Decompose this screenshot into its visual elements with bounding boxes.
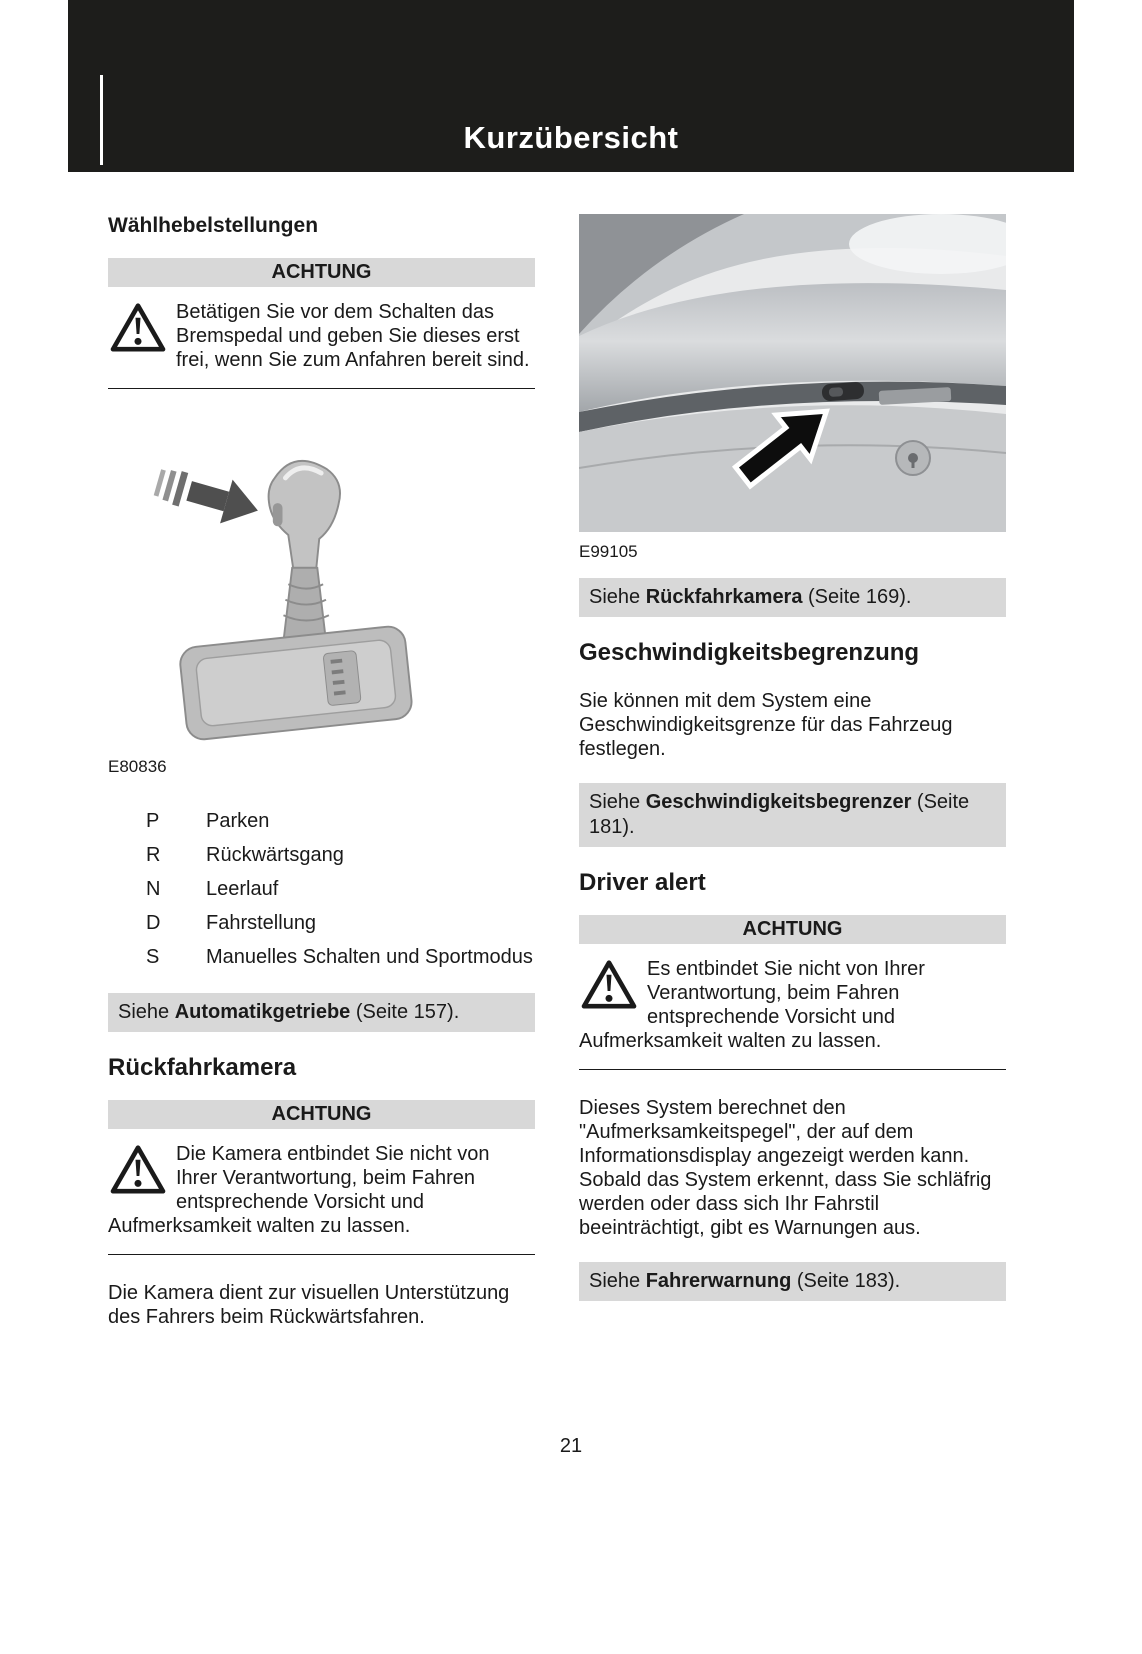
left-column <box>108 214 535 1351</box>
gear-key: P <box>146 810 160 832</box>
figure-label: E99105 <box>579 542 638 561</box>
gear-key: R <box>146 844 161 866</box>
ref-prefix: Siehe <box>589 1270 646 1292</box>
ref-suffix: (Seite 169). <box>802 586 912 608</box>
header-accent-line <box>100 75 103 165</box>
warning-box-camera <box>108 1100 535 1255</box>
ref-target: Fahrerwarnung <box>645 1270 792 1292</box>
gear-shifter-figure <box>108 437 535 777</box>
driver-alert-description: Dieses System berechnet den "Aufmerksamkeitspegel", der auf dem Informationsdisplay angezeigt werden kann. Sobald das System erkennt, dass Sie schläfrig werden oder dass sich Ihr Fahrstil beeinträchtigt, gibt es Warnungen aus. <box>579 1097 992 1239</box>
ref-target: Automatikgetriebe <box>174 1001 351 1023</box>
warning-box-driver-alert <box>579 915 1006 1070</box>
warning-body <box>108 1142 535 1254</box>
gear-label: Fahrstellung <box>206 912 317 934</box>
warning-body <box>579 957 1006 1069</box>
warning-title: ACHTUNG <box>579 915 1006 944</box>
ref-prefix: Siehe <box>589 586 646 608</box>
gear-key: N <box>146 878 161 900</box>
trunk-camera-photo <box>579 214 1006 532</box>
ref-suffix: (Seite 183). <box>791 1270 901 1292</box>
cross-reference-fahrerwarnung <box>579 1262 1006 1301</box>
trunk-camera-figure <box>579 214 1006 562</box>
ref-suffix: (Seite 181). <box>589 791 970 838</box>
ref-prefix: Siehe <box>118 1001 175 1023</box>
gear-label: Manuelles Schalten und Sportmodus <box>206 946 533 968</box>
ref-target: Rückfahrkamera <box>645 586 803 608</box>
list-item <box>146 809 535 833</box>
warning-triangle-icon <box>110 302 166 352</box>
speed-limit-description: Sie können mit dem System eine Geschwindigkeitsgrenze für das Fahrzeug festlegen. <box>579 690 953 760</box>
gear-label: Parken <box>206 810 270 832</box>
warning-title: ACHTUNG <box>108 1100 535 1129</box>
list-item <box>146 945 535 969</box>
right-column <box>579 214 1006 1351</box>
page-number: 21 <box>559 1435 583 1457</box>
ref-target: Geschwindigkeitsbegrenzer <box>645 791 912 813</box>
warning-title: ACHTUNG <box>108 258 535 287</box>
warning-text: Die Kamera entbindet Sie nicht von Ihrer Verantwortung, beim Fahren entsprechende Vorsicht und Aufmerksamkeit walten zu lassen. <box>108 1143 490 1237</box>
ref-suffix: (Seite 157). <box>350 1001 460 1023</box>
warning-text: Es entbindet Sie nicht von Ihrer Verantwortung, beim Fahren entsprechende Vorsicht und Aufmerksamkeit walten zu lassen. <box>579 958 925 1052</box>
cross-reference-rueckfahrkamera <box>579 578 1006 617</box>
section-heading-geschwindigkeitsbegrenzung: Geschwindigkeitsbegrenzung <box>579 639 920 666</box>
warning-body <box>108 300 535 388</box>
gear-position-list <box>146 809 535 969</box>
gear-key: D <box>146 912 161 934</box>
cross-reference-geschwindigkeitsbegrenzer <box>579 783 1006 847</box>
warning-triangle-icon <box>110 1144 166 1194</box>
warning-text: Betätigen Sie vor dem Schalten das Bremspedal und geben Sie dieses erst frei, wenn Sie zum Anfahren bereit sind. <box>176 301 530 371</box>
gear-label: Leerlauf <box>206 878 279 900</box>
ref-prefix: Siehe <box>589 791 646 813</box>
section-heading-rueckfahrkamera: Rückfahrkamera <box>108 1054 297 1081</box>
list-item <box>146 877 535 901</box>
figure-label: E80836 <box>108 757 167 776</box>
page-title: Kurzübersicht <box>463 120 679 155</box>
gear-shifter-illustration <box>152 437 442 747</box>
gear-label: Rückwärtsgang <box>206 844 344 866</box>
warning-triangle-icon <box>581 959 637 1009</box>
page-content <box>108 214 1006 1351</box>
warning-box-shifting <box>108 258 535 389</box>
section-heading-driver-alert: Driver alert <box>579 869 706 896</box>
list-item <box>146 911 535 935</box>
list-item <box>146 843 535 867</box>
gear-key: S <box>146 946 160 968</box>
section-heading-waehlhebelstellungen: Wählhebelstellungen <box>108 214 319 237</box>
cross-reference-automatikgetriebe <box>108 993 535 1032</box>
camera-description: Die Kamera dient zur visuellen Unterstützung des Fahrers beim Rückwärtsfahren. <box>108 1282 510 1328</box>
page-header <box>68 0 1074 172</box>
